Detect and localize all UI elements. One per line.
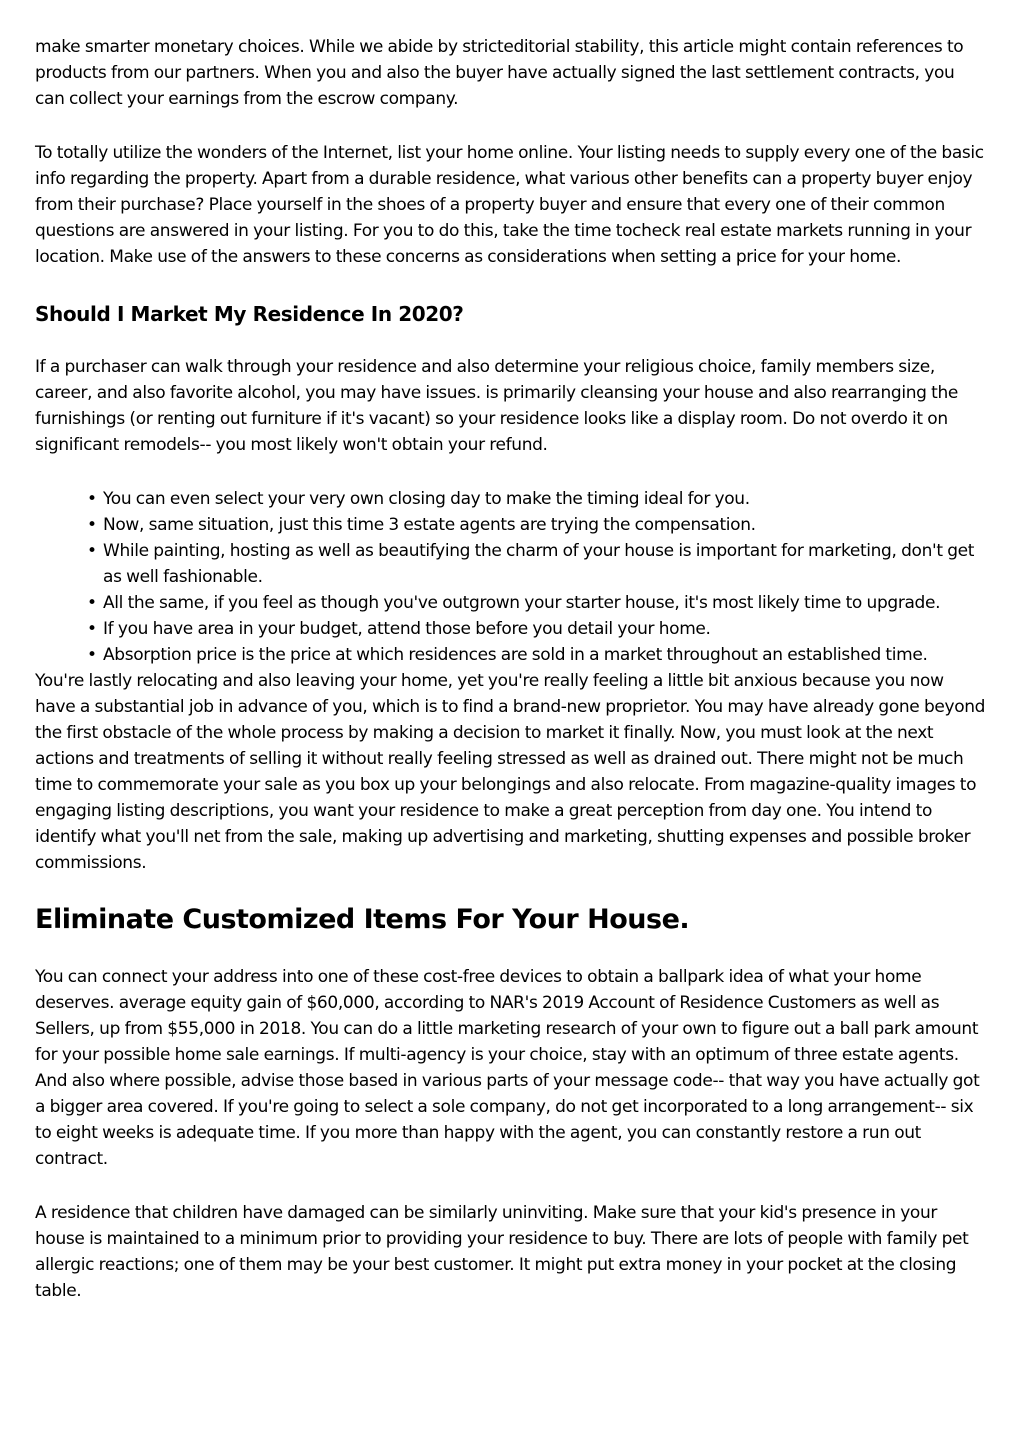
- list-item-text: If you have area in your budget, attend those before you detail your home.: [103, 619, 711, 639]
- bullet-icon: •: [87, 489, 97, 509]
- bullet-icon: •: [87, 645, 97, 665]
- bullet-icon: •: [87, 515, 97, 535]
- list-item-text: Absorption price is the price at which residences are sold in a market throughout an established time.: [103, 645, 928, 665]
- list-item: [87, 616, 988, 642]
- list-item: [87, 590, 988, 616]
- list-item-text: While painting, hosting as well as beautifying the charm of your house is important for marketing, don't get as well fashionable.: [103, 541, 975, 587]
- paragraph-2: To totally utilize the wonders of the Internet, list your home online. Your listing needs to supply every one of the basic info regarding the property. Apart from a durable residence, what various other benefits can a property buyer enjoy from their purchase? Place yourself in the shoes of a property buyer and ensure that every one of their common questions are answered in your listing. For you to do this, take the time tocheck real estate markets running in your location. Make use of the answers to these concerns as considerations when setting a price for your home.: [35, 143, 984, 267]
- list-item: [87, 512, 988, 538]
- paragraph-4: You're lastly relocating and also leaving your home, yet you're really feeling a little bit anxious because you now have a substantial job in advance of you, which is to find a brand-new proprietor. You may have already gone beyond the first obstacle of the whole process by making a decision to market it finally. Now, you must look at the next actions and treatments of selling it without really feeling stressed as well as drained out. There might not be much time to commemorate your sale as you box up your belongings and also relocate. From magazine-quality images to engaging listing descriptions, you want your residence to make a great perception from day one. You intend to identify what you'll net from the sale, making up advertising and marketing, shutting expenses and possible broker commissions.: [35, 671, 986, 873]
- list-item: [87, 642, 988, 668]
- list-item-text: Now, same situation, just this time 3 estate agents are trying the compensation.: [103, 515, 756, 535]
- paragraph-1: make smarter monetary choices. While we abide by stricteditorial stability, this article might contain references to products from our partners. When you and also the buyer have actually signed the last settlement contracts, you can collect your earnings from the escrow company.: [35, 37, 964, 109]
- list-item-text: You can even select your very own closing day to make the timing ideal for you.: [103, 489, 750, 509]
- paragraph-3: If a purchaser can walk through your residence and also determine your religious choice, family members size, career, and also favorite alcohol, you may have issues. is primarily cleansing your house and also rearranging the furnishings (or renting out furniture if it's vacant) so your residence looks like a display room. Do not overdo it on significant remodels-- you most likely won't obtain your refund.: [35, 357, 958, 455]
- bullet-icon: •: [87, 593, 97, 613]
- section-heading-market-2020: Should I Market My Residence In 2020?: [35, 302, 464, 326]
- paragraph-5: You can connect your address into one of these cost-free devices to obtain a ballpark idea of what your home deserves. average equity gain of $60,000, according to NAR's 2019 Account of Residence Customers as well as Sellers, up from $55,000 in 2018. You can do a little marketing research of your own to figure out a ball park amount for your possible home sale earnings. If multi-agency is your choice, stay with an optimum of three estate agents. And also where possible, advise those based in various parts of your message code-- that way you have actually got a bigger area covered. If you're going to select a sole company, do not get incorporated to a long arrangement-- six to eight weeks is adequate time. If you more than happy with the agent, you can constantly restore a run out contract.: [35, 967, 980, 1169]
- list-item-text: All the same, if you feel as though you've outgrown your starter house, it's most likely time to upgrade.: [103, 593, 941, 613]
- bullet-icon: •: [87, 541, 97, 561]
- bullet-icon: •: [87, 619, 97, 639]
- list-item: [87, 538, 988, 590]
- paragraph-6: A residence that children have damaged can be similarly uninviting. Make sure that your kid's presence in your house is maintained to a minimum prior to providing your residence to buy. There are lots of people with family pet allergic reactions; one of them may be your best customer. It might put extra money in your pocket at the closing table.: [35, 1203, 969, 1301]
- bullet-list: [35, 486, 988, 668]
- list-item: [87, 486, 988, 512]
- section-heading-eliminate-items: Eliminate Customized Items For Your House.: [35, 904, 690, 935]
